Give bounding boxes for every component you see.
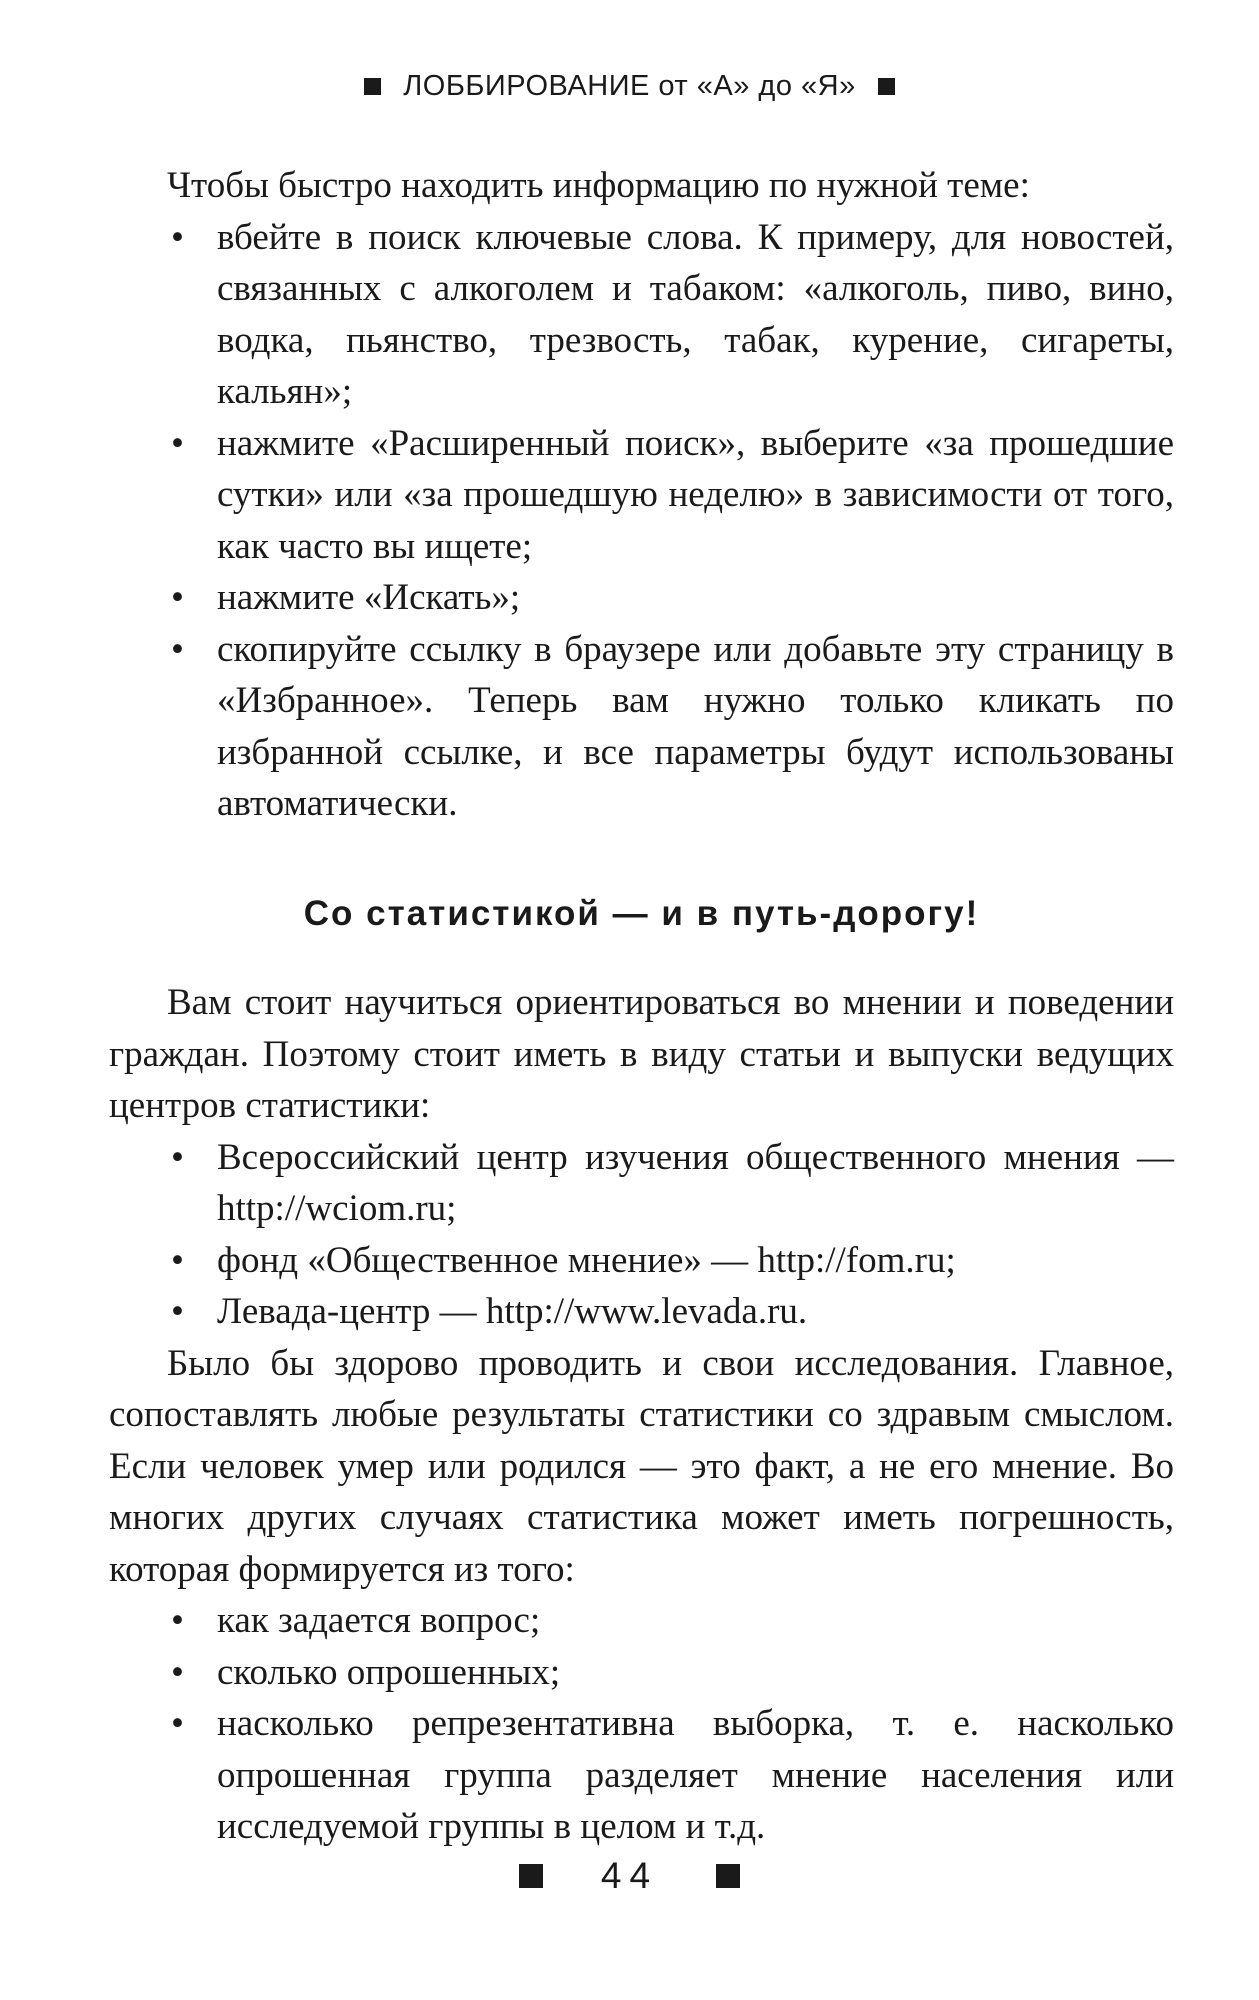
square-bullet-icon bbox=[716, 1864, 740, 1888]
list-item: • нажмите «Расширенный поиск», выберите «за прошедшие сутки» или «за прошедшую неделю» в зависимости от того, как часто вы ищете; bbox=[217, 418, 1174, 573]
page-footer bbox=[0, 1855, 1259, 1897]
page-body bbox=[109, 160, 1174, 1853]
list-item: • нажмите «Искать»; bbox=[217, 572, 1174, 624]
search-tips-list bbox=[109, 212, 1174, 830]
book-title: ЛОББИРОВАНИЕ от «А» до «Я» bbox=[403, 70, 856, 102]
list-item: • насколько репрезентативна выборка, т. е. насколько опрошенная группа разделяет мнение населения или исследуемой группы в целом и т.д. bbox=[217, 1698, 1174, 1853]
running-header bbox=[0, 70, 1259, 103]
section-heading: Со статистикой — и в путь-дорогу! bbox=[303, 893, 980, 933]
list-item: • сколько опрошенных; bbox=[217, 1647, 1174, 1699]
list-item: • Всероссийский центр изучения общественного мнения — http://wciom.ru; bbox=[217, 1132, 1174, 1235]
paragraph: Было бы здорово проводить и свои исследования. Главное, сопоставлять любые результаты статистики со здравым смыслом. Если человек умер или родился — это факт, а не его мнение. Во многих других случаях статистика может иметь погрешность, которая формируется из того: bbox=[109, 1342, 1174, 1590]
square-bullet-icon bbox=[364, 78, 381, 95]
paragraph: Вам стоит научиться ориентироваться во мнении и поведении граждан. Поэтому стоит иметь в виду статьи и выпуски ведущих центров статистики: bbox=[109, 982, 1174, 1126]
square-bullet-icon bbox=[519, 1864, 543, 1888]
error-factors-list bbox=[109, 1595, 1174, 1853]
list-item: • скопируйте ссылку в браузере или добавьте эту страницу в «Избранное». Теперь вам нужно только кликать по избранной ссылке, и все параметры будут использованы автоматически. bbox=[217, 624, 1174, 830]
intro-paragraph: Чтобы быстро находить информацию по нужной теме: bbox=[167, 165, 1030, 206]
list-item: • вбейте в поиск ключевые слова. К примеру, для новостей, связанных с алкоголем и табаком: «алкоголь, пиво, вино, водка, пьянство, трезвость, табак, курение, сигареты, кальян»; bbox=[217, 212, 1174, 418]
list-item: • фонд «Общественное мнение» — http://fom.ru; bbox=[217, 1235, 1174, 1287]
list-item: • Левада-центр — http://www.levada.ru. bbox=[217, 1286, 1174, 1338]
page-number: 44 bbox=[600, 1855, 659, 1896]
statistics-centers-list bbox=[109, 1132, 1174, 1338]
square-bullet-icon bbox=[878, 78, 895, 95]
list-item: • как задается вопрос; bbox=[217, 1595, 1174, 1647]
